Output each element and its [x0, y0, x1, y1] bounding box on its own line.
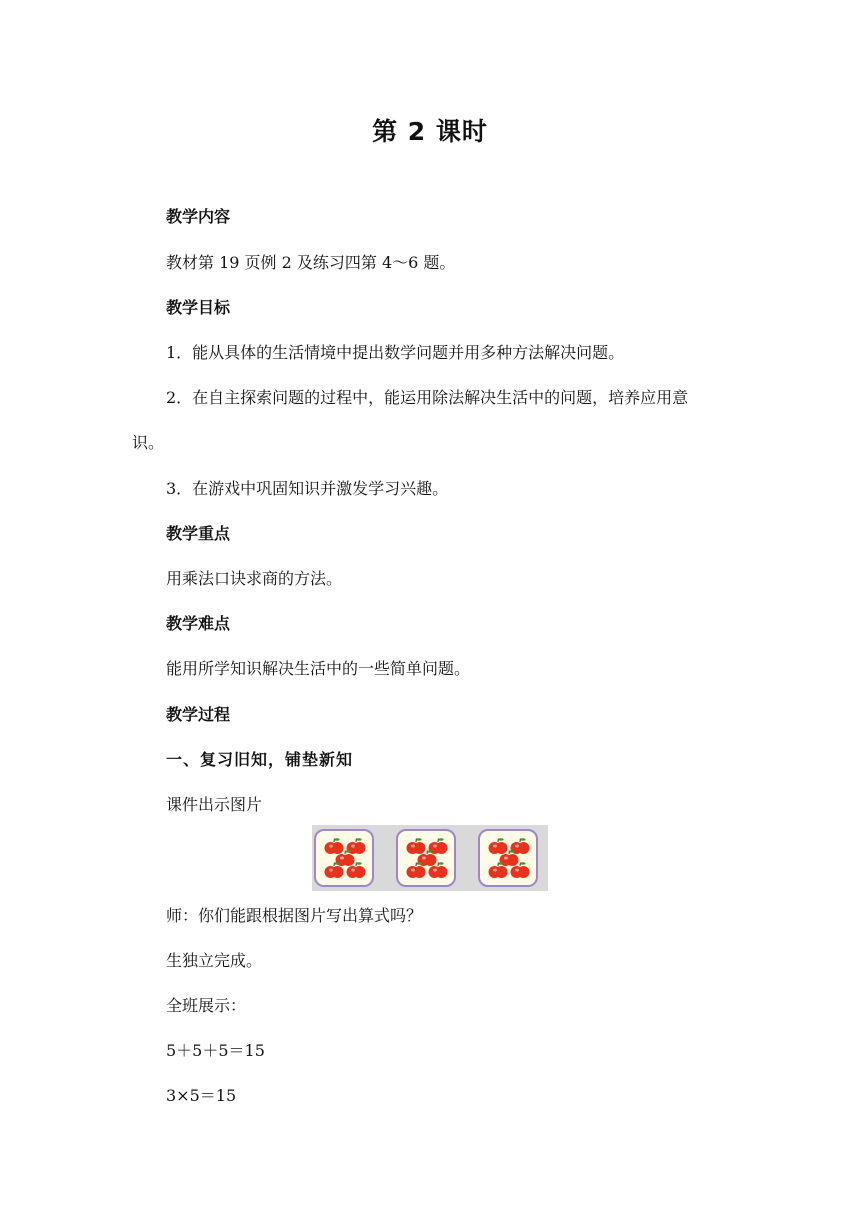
equation-addition: 5＋5＋5＝15 — [166, 1041, 265, 1060]
apple-icon — [346, 861, 366, 879]
courseware-text: 课件出示图片 — [166, 795, 263, 814]
apples-figure — [312, 825, 548, 891]
equation-multiplication: 3×5＝15 — [166, 1086, 237, 1105]
apple-icon — [324, 861, 344, 879]
teacher-question: 师：你们能跟根据图片写出算式吗？ — [166, 906, 423, 925]
part-1-heading: 一、复习旧知，铺垫新知 — [166, 750, 354, 769]
heading-teaching-content: 教学内容 — [166, 207, 231, 226]
heading-teaching-goals: 教学目标 — [166, 298, 231, 317]
goal-3: 3．在游戏中巩固知识并激发学习兴趣。 — [166, 479, 449, 498]
key-point-text: 用乘法口诀求商的方法。 — [166, 569, 343, 588]
goal-1: 1．能从具体的生活情境中提出数学问题并用多种方法解决问题。 — [166, 343, 625, 362]
teaching-content-text: 教材第 19 页例 2 及练习四第 4～6 题。 — [166, 253, 456, 272]
apple-panel — [314, 829, 374, 887]
heading-teaching-process: 教学过程 — [166, 705, 231, 724]
goal-2-line-1: 2．在自主探索问题的过程中，能运用除法解决生活中的问题，培养应用意 — [166, 388, 689, 407]
apple-icon — [406, 861, 426, 879]
heading-difficulty: 教学难点 — [166, 614, 231, 633]
student-task: 生独立完成。 — [166, 951, 263, 970]
apple-panel — [396, 829, 456, 887]
apple-icon — [510, 861, 530, 879]
apple-panel — [478, 829, 538, 887]
heading-key-point: 教学重点 — [166, 524, 231, 543]
difficulty-text: 能用所学知识解决生活中的一些简单问题。 — [166, 659, 471, 678]
apple-icon — [488, 861, 508, 879]
goal-2-line-2: 识。 — [132, 433, 165, 452]
page-title: 第 2 课时 — [372, 117, 488, 146]
show-label: 全班展示： — [166, 996, 247, 1015]
apple-icon — [428, 861, 448, 879]
